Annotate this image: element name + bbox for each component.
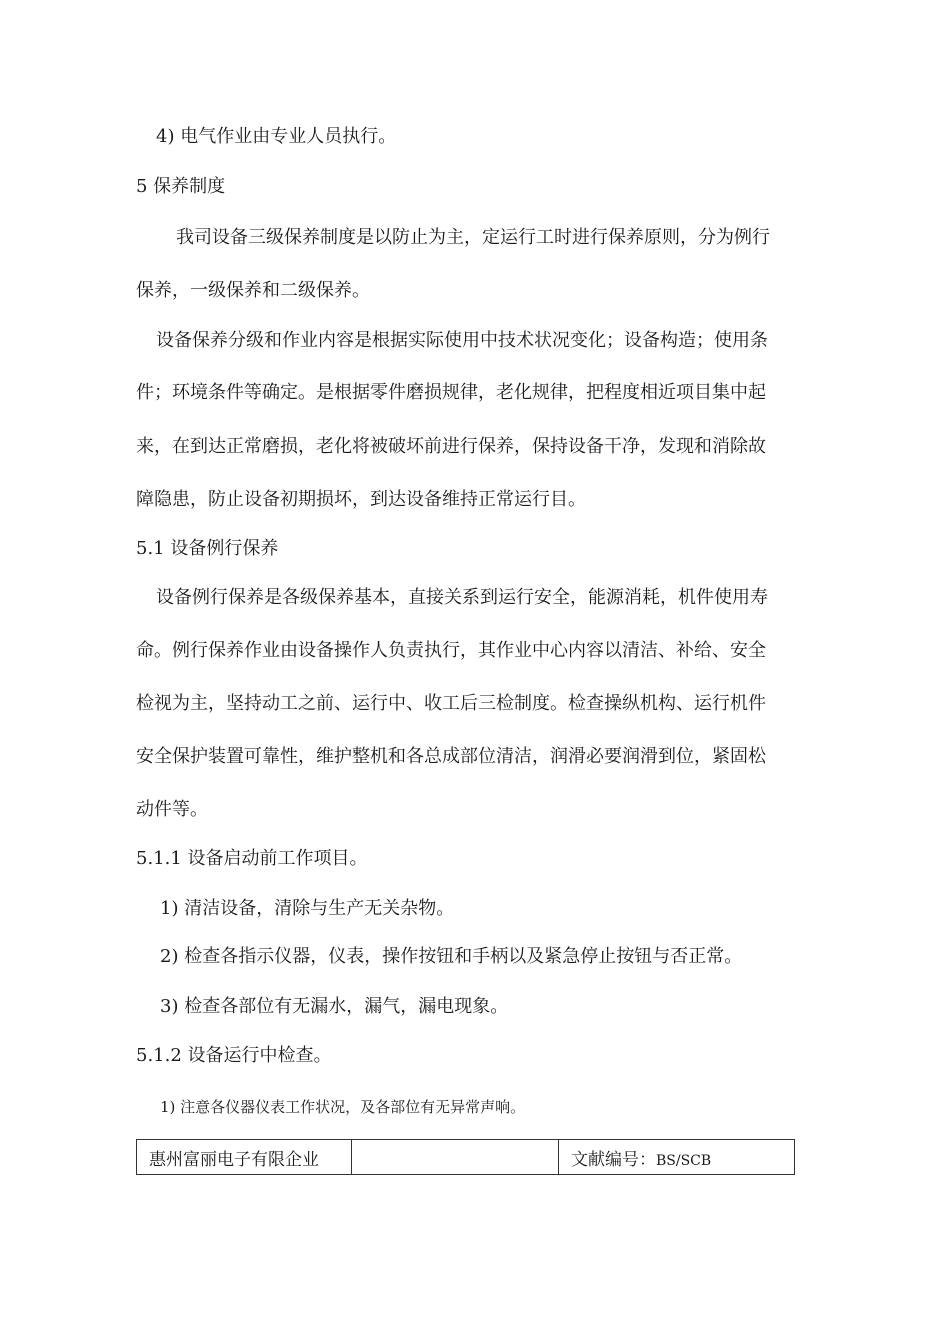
section-heading: 5.1 设备例行保养 — [136, 538, 279, 559]
document-number-cell — [559, 1140, 795, 1175]
section-heading: 5.1.1 设备启动前工作项目。 — [136, 848, 368, 869]
text-line: 件；环境条件等确定。是根据零件磨损规律，老化规律，把程度相近项目集中起 — [136, 382, 766, 403]
document-number-label: 文献编号： — [571, 1149, 656, 1170]
list-item: 1) 注意各仪器仪表工作状况，及各部位有无异常声响。 — [160, 1098, 526, 1116]
text-line: 保养，一级保养和二级保养。 — [136, 280, 370, 301]
text-line: 设备保养分级和作业内容是根据实际使用中技术状况变化；设备构造；使用条 — [156, 330, 768, 351]
company-name: 惠州富丽电子有限企业 — [137, 1140, 352, 1175]
list-item: 1) 清洁设备，清除与生产无关杂物。 — [160, 898, 455, 919]
text-line: 安全保护装置可靠性，维护整机和各总成部位清洁，润滑必要润滑到位，紧固松 — [136, 746, 766, 767]
text-line: 我司设备三级保养制度是以防止为主，定运行工时进行保养原则，分为例行 — [176, 227, 770, 248]
section-heading: 5 保养制度 — [136, 176, 226, 197]
text-line: 障隐患，防止设备初期损坏，到达设备维持正常运行目。 — [136, 489, 586, 510]
text-line: 检视为主，坚持动工之前、运行中、收工后三检制度。检查操纵机构、运行机件 — [136, 693, 766, 714]
list-item: 3) 检查各部位有无漏水，漏气，漏电现象。 — [160, 996, 509, 1017]
text-line: 设备例行保养是各级保养基本，直接关系到运行安全，能源消耗，机件使用寿 — [156, 587, 768, 608]
text-line: 动件等。 — [136, 799, 208, 820]
document-number-value: BS/SCB — [656, 1152, 712, 1169]
text-line: 来，在到达正常磨损，老化将被破坏前进行保养，保持设备干净，发现和消除故 — [136, 436, 766, 457]
text-line: 命。例行保养作业由设备操作人负责执行，其作业中心内容以清洁、补给、安全 — [136, 640, 766, 661]
text-line: 4) 电气作业由专业人员执行。 — [156, 126, 397, 147]
section-heading: 5.1.2 设备运行中检查。 — [136, 1045, 332, 1066]
list-item: 2) 检查各指示仪器，仪表，操作按钮和手柄以及紧急停止按钮与否正常。 — [160, 946, 743, 967]
footer-blank-cell — [352, 1140, 559, 1175]
footer-table — [136, 1139, 795, 1175]
